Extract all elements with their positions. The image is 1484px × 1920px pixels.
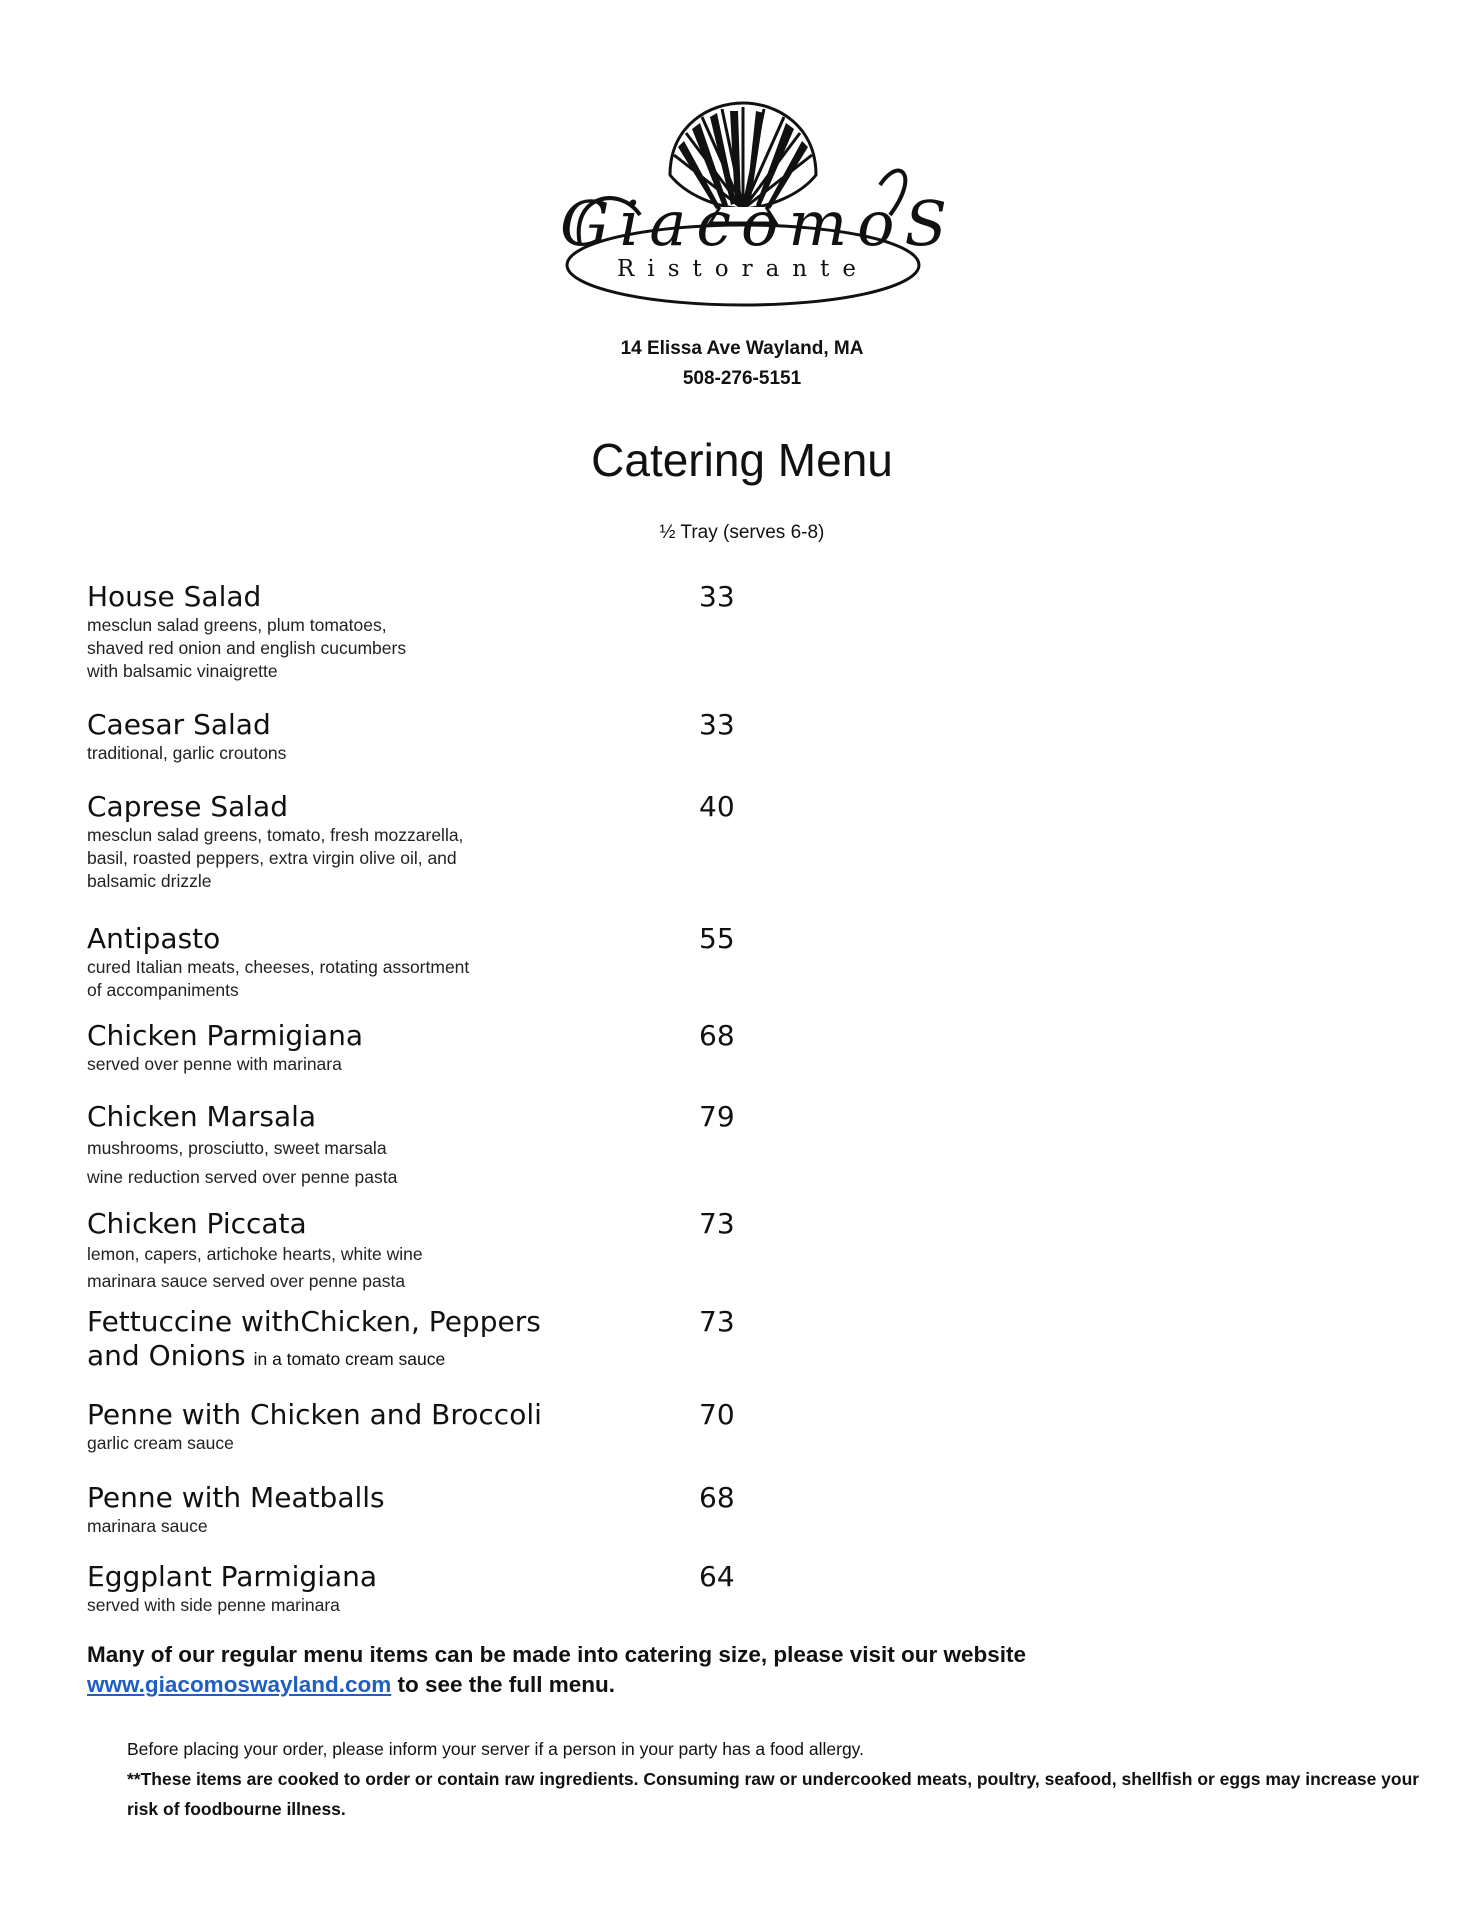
item-name: Eggplant Parmigiana [87,1560,378,1593]
item-price: 73 [699,1305,735,1338]
item-name: House Salad [87,580,262,613]
item-name: Antipasto [87,922,221,955]
item-price: 40 [699,790,735,823]
item-name: Caesar Salad [87,708,271,741]
item-price: 73 [699,1207,735,1240]
catering-notice [87,1640,1287,1700]
item-description: marinara sauce [87,1516,208,1536]
item-price: 68 [699,1481,735,1514]
menu-item [87,922,1007,1002]
item-description: mushrooms, prosciutto, sweet marsala wine reduction served over penne pasta [87,1138,398,1187]
menu-item [87,708,1007,765]
address: 14 Elissa Ave Wayland, MA [620,338,864,359]
item-name: Penne with Chicken and Broccoli [87,1398,542,1431]
item-name-continued [87,1339,1007,1376]
item-description: served with side penne marinara [87,1595,340,1615]
menu-item [87,580,1007,683]
menu-item [87,1019,1007,1076]
item-description: cured Italian meats, cheeses, rotating assortment of accompaniments [87,957,470,1000]
item-price: 64 [699,1560,735,1593]
phone-number: 508-276-5151 [682,368,802,389]
item-price: 33 [699,580,735,613]
menu-item [87,790,1007,893]
item-description: mesclun salad greens, tomato, fresh mozzarella, basil, roasted peppers, extra virgin olive oil, and balsamic drizzle [87,825,464,891]
item-description: mesclun salad greens, plum tomatoes, shaved red onion and english cucumbers with balsamic vinaigrette [87,615,407,681]
menu-item [87,1207,1007,1295]
item-name: Penne with Meatballs [87,1481,385,1514]
restaurant-logo [560,95,957,315]
item-description: lemon, capers, artichoke hearts, white wine marinara sauce served over penne pasta [87,1244,423,1291]
menu-item [87,1100,1007,1192]
item-price: 55 [699,922,735,955]
menu-item [87,1481,1007,1538]
menu-item [87,1560,1007,1617]
item-name-line2: and Onions [87,1339,246,1372]
item-name: Chicken Parmigiana [87,1019,364,1052]
menu-item [87,1398,1007,1455]
item-name: Chicken Marsala [87,1100,317,1133]
item-description: garlic cream sauce [87,1433,234,1453]
raw-food-warning: **These items are cooked to order or contain raw ingredients. Consuming raw or undercooked meats, poultry, seafood, shellfish or eggs may increase your risk of foodbourne illness. [127,1769,1420,1819]
item-description: traditional, garlic croutons [87,743,287,763]
menu-item [87,1305,1007,1376]
allergy-note: Before placing your order, please inform your server if a person in your party has a food allergy. [127,1739,864,1759]
item-name: Fettuccine withChicken, Peppers [87,1305,541,1338]
logo-subtitle: Ristorante [617,256,869,282]
item-description: served over penne with marinara [87,1054,342,1074]
item-name: Chicken Piccata [87,1207,307,1240]
item-price: 33 [699,708,735,741]
page-title: Catering Menu [591,434,893,486]
tray-note: ½ Tray (serves 6-8) [659,522,825,543]
item-price: 70 [699,1398,735,1431]
item-name: Caprese Salad [87,790,288,823]
item-price: 68 [699,1019,735,1052]
notice-text: Many of our regular menu items can be made into catering size, please visit our website [87,1642,1027,1667]
item-description: in a tomato cream sauce [253,1349,446,1369]
item-price: 79 [699,1100,735,1133]
logo-wordmark: GiacomoS [560,187,957,260]
notice-tail: to see the full menu. [391,1672,616,1697]
website-link[interactable]: www.giacomoswayland.com [87,1672,392,1697]
